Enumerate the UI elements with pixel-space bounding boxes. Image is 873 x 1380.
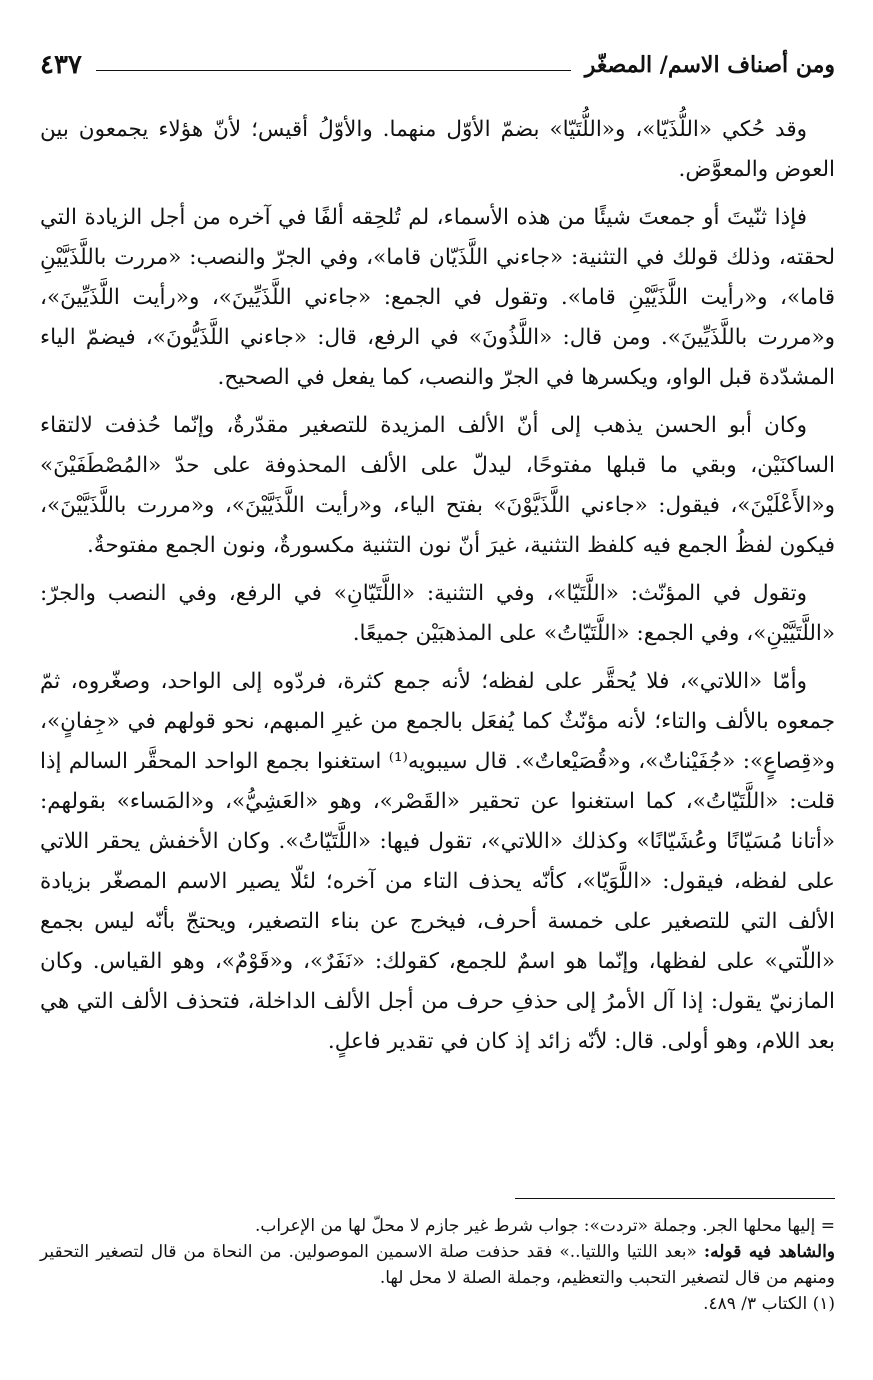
footnote-continuation: = إليها محلها الجر. وجملة «تردت»: جواب شرط غير جازم لا محلّ لها من الإعراب. [255, 1216, 835, 1236]
running-title: ومن أصناف الاسم/ المصغّر [584, 52, 835, 78]
paragraph: وتقول في المؤنّث: «اللَّتَيّا»، وفي التثنية: «اللَّتَيّانِ» في الرفع، وفي النصب والجرّ: «اللَّتَيَّيْنِ»، وفي الجمع: «اللَّتَيّاتُ» على المذهبَيْن جميعًا. [40, 581, 835, 646]
paragraph: فإذا ثنّيتَ أو جمعتَ شيئًا من هذه الأسماء، لم تُلحِقه ألفًا في آخره من أجل الزيادة التي لحقته، وذلك قولك في التثنية: «جاءني اللَّذَيّان قاما»، وفي الجرّ والنصب: «مررت باللَّذَيَّيْنِ قاما»، و«رأيت اللَّذَيَّيْنِ قاما». وتقول في الجمع: «جاءني اللَّذَيِّينَ»، و«رأيت اللَّذَيِّينَ»، و«مررت باللَّذَيِّينَ». ومن قال: «اللَّذُونَ» في الرفع، قال: «جاءني اللَّذَيُّونَ»، فيضمّ الياء المشدّدة قبل الواو، ويكسرها في الجرّ والنصب، كما يفعل في الصحيح. [40, 205, 835, 390]
footnote-shahid [40, 1239, 835, 1291]
paragraph: وكان أبو الحسن يذهب إلى أنّ الألف المزيدة للتصغير مقدّرةٌ، وإنّما حُذفت لالتقاء الساكنَيْن، وبقي ما قبلها مفتوحًا، ليدلّ على الألف المحذوفة على حدّ «المُصْطَفَيْنَ» و«الأَعْلَيْنَ»، فيقول: «جاءني اللَّذَيَّوْنَ» بفتح الياء، و«رأيت اللَّذَيَّيْنَ»، و«مررت باللَّذَيَّيْنَ»، فيكون لفظُ الجمع فيه كلفظ التثنية، غيرَ أنّ نون التثنية مكسورةٌ، ونون الجمع مفتوحةٌ. [40, 413, 835, 558]
footnote-separator [515, 1198, 835, 1199]
page-header [40, 40, 835, 90]
footnote-1: (١) الكتاب ٣/ ٤٨٩. [703, 1294, 835, 1314]
book-page [40, 40, 835, 1350]
header-rule [96, 70, 571, 71]
paragraph: وقد حُكي «اللُّذَيّا»، و«اللُّتَيّا» بضمّ الأوّل منهما. والأوّلُ أقيس؛ لأنّ هؤلاء يجمعون بين العوض والمعوَّض. [40, 117, 835, 182]
page-number: ٤٣٧ [40, 50, 82, 80]
main-text [40, 110, 835, 1062]
shahid-label: والشاهد فيه قوله: [703, 1242, 836, 1262]
footnotes [40, 1198, 835, 1317]
shahid-text: «بعد اللتيا واللتيا..» فقد حذفت صلة الاسمين الموصولين. من النحاة من قال لتصغير التحقير ومنهم من قال لتصغير التحبب والتعظيم، وجملة الصلة لا محل لها. [40, 1242, 835, 1288]
paragraph: وأمّا «اللاتي»، فلا يُحقَّر على لفظه؛ لأنه جمع كثرة، فردّوه إلى الواحد، وصغّروه، ثمّ جمعوه بالألف والتاء؛ لأنه مؤنّثٌ كما يُفعَل بالجمع من غيرِ المبهم، نحو قولهم في «جِفانٍ»، و«قِصاعٍ»: «جُفَيْناتٌ»، و«قُصَيْعاتٌ». قال سيبويه⁽¹⁾ استغنوا بجمع الواحد المحقَّر السالم إذا قلت: «اللَّتَيّاتُ»، كما استغنوا عن تحقير «القَصْر»، وهو «العَشِيُّ»، و«المَساء» بقولهم: «أتانا مُسَيّانًا وعُشَيّانًا» وكذلك «اللاتي»، تقول فيها: «اللَّتَيّاتُ». وكان الأخفش يحقر اللاتي على لفظه، فيقول: «اللَّوَيّا»، كأنّه يحذف التاء من آخره؛ لئلّا يصير الاسم المصغّر بزيادة الألف التي للتصغير على خمسة أحرف، فيخرج عن بناء التصغير، ويحتجّ بأنّه ليس بجمع «اللّتي» على لفظها، وإنّما هو اسمٌ للجمع، كقولك: «نَفَرٌ»، و«قَوْمٌ»، وهو القياس. وكان المازنيّ يقول: إذا آل الأمرُ إلى حذفِ حرف من أجل الألف الداخلة، فتحذف الألف التي هي بعد اللام، وهو أولى. قال: لأنّه زائد إذ كان في تقدير فاعلٍ. [40, 669, 835, 1054]
